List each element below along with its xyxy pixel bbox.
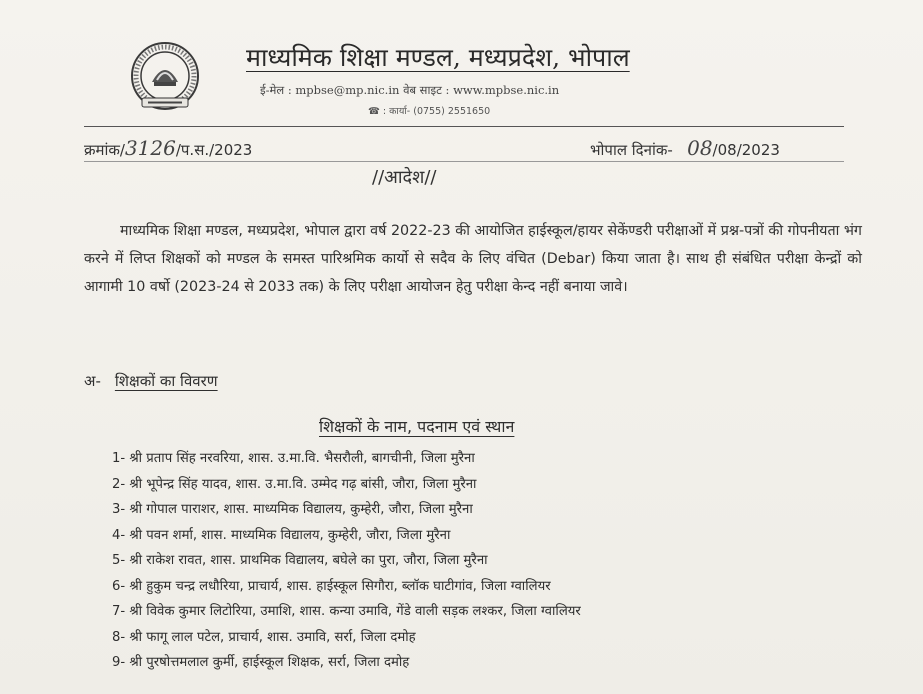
reference-divider: [84, 161, 844, 162]
section-heading: [84, 371, 218, 391]
list-item: 4- श्री पवन शर्मा, शास. माध्यमिक विद्यालय, कुम्हेरी, जौरा, जिला मुरैना: [112, 527, 451, 543]
section-label: शिक्षकों का विवरण: [114, 372, 218, 390]
teachers-list-title: शिक्षकों के नाम, पदनाम एवं स्थान: [319, 417, 515, 436]
list-item: 2- श्री भूपेन्द्र सिंह यादव, शास. उ.मा.वि. उम्मेद गढ़ बांसी, जौरा, जिला मुरैना: [112, 476, 477, 492]
reference-number: [84, 136, 252, 160]
order-paragraph: [84, 217, 862, 301]
order-paragraph-text: माध्यमिक शिक्षा मण्डल, मध्यप्रदेश, भोपाल द्वारा वर्ष 2022-23 की आयोजित हाईस्कूल/हायर सेकेंण्डरी परीक्षाओं में प्रश्न-पत्रों की गोपनीयता भंग करने में लिप्त शिक्षकों को मण्डल के समस्त पारिश्रमिक कार्यो से सदैव के लिए वंचित (Debar) किया जाता है। साथ ही संबंधित परीक्षा केन्द्रों को आगामी 10 वर्षो (2023-24 से 2033 तक) के लिए परीक्षा आयोजन हेतु परीक्षा केन्द नहीं बनाया जावे।: [84, 223, 862, 295]
reference-prefix: क्रमांक/: [84, 141, 125, 159]
contact-email-website: ई-मेल : mpbse@mp.nic.in वेब साइट : www.mpbse.nic.in: [260, 83, 560, 97]
section-marker: अ-: [84, 372, 101, 390]
list-item: 7- श्री विवेक कुमार लिटोरिया, उमाशि, शास. कन्या उमावि, गेंडे वाली सड़क लश्कर, जिला ग्वालियर: [112, 604, 581, 619]
header-divider: [84, 126, 844, 127]
date-prefix: भोपाल दिनांक-: [590, 141, 673, 159]
teachers-list: [112, 446, 581, 676]
list-item: 9- श्री पुरषोत्तमलाल कुर्मी, हाईस्कूल शिक्षक, सर्रा, जिला दमोह: [112, 655, 410, 670]
date-handwritten-day: 08: [687, 136, 713, 160]
list-item: 8- श्री फागू लाल पटेल, प्राचार्य, शास. उमावि, सर्रा, जिला दमोह: [112, 629, 416, 645]
reference-date: [590, 136, 780, 160]
contact-phone: ☎ : कार्या- (0755) 2551650: [368, 106, 491, 117]
date-rest: /08/2023: [712, 141, 780, 159]
seal-emblem-icon: [128, 40, 202, 114]
list-item: 3- श्री गोपाल पाराशर, शास. माध्यमिक विद्यालय, कुम्हेरी, जौरा, जिला मुरैना: [112, 502, 473, 517]
list-item: 6- श्री हुकुम चन्द्र लधौरिया, प्राचार्य, शास. हाईस्कूल सिगौरा, ब्लॉक घाटीगांव, जिला ग्वालियर: [112, 578, 551, 594]
list-item: 1- श्री प्रताप सिंह नरवरिया, शास. उ.मा.वि. भैसरौली, बागचीनी, जिला मुरैना: [112, 451, 475, 466]
list-item: 5- श्री राकेश रावत, शास. प्राथमिक विद्यालय, बघेले का पुरा, जौरा, जिला मुरैना: [112, 553, 488, 568]
reference-suffix: /प.स./2023: [175, 141, 253, 159]
reference-handwritten-number: 3126: [124, 136, 176, 160]
order-title: //आदेश//: [372, 167, 437, 188]
organization-title: माध्यमिक शिक्षा मण्डल, मध्यप्रदेश, भोपाल: [246, 43, 630, 72]
